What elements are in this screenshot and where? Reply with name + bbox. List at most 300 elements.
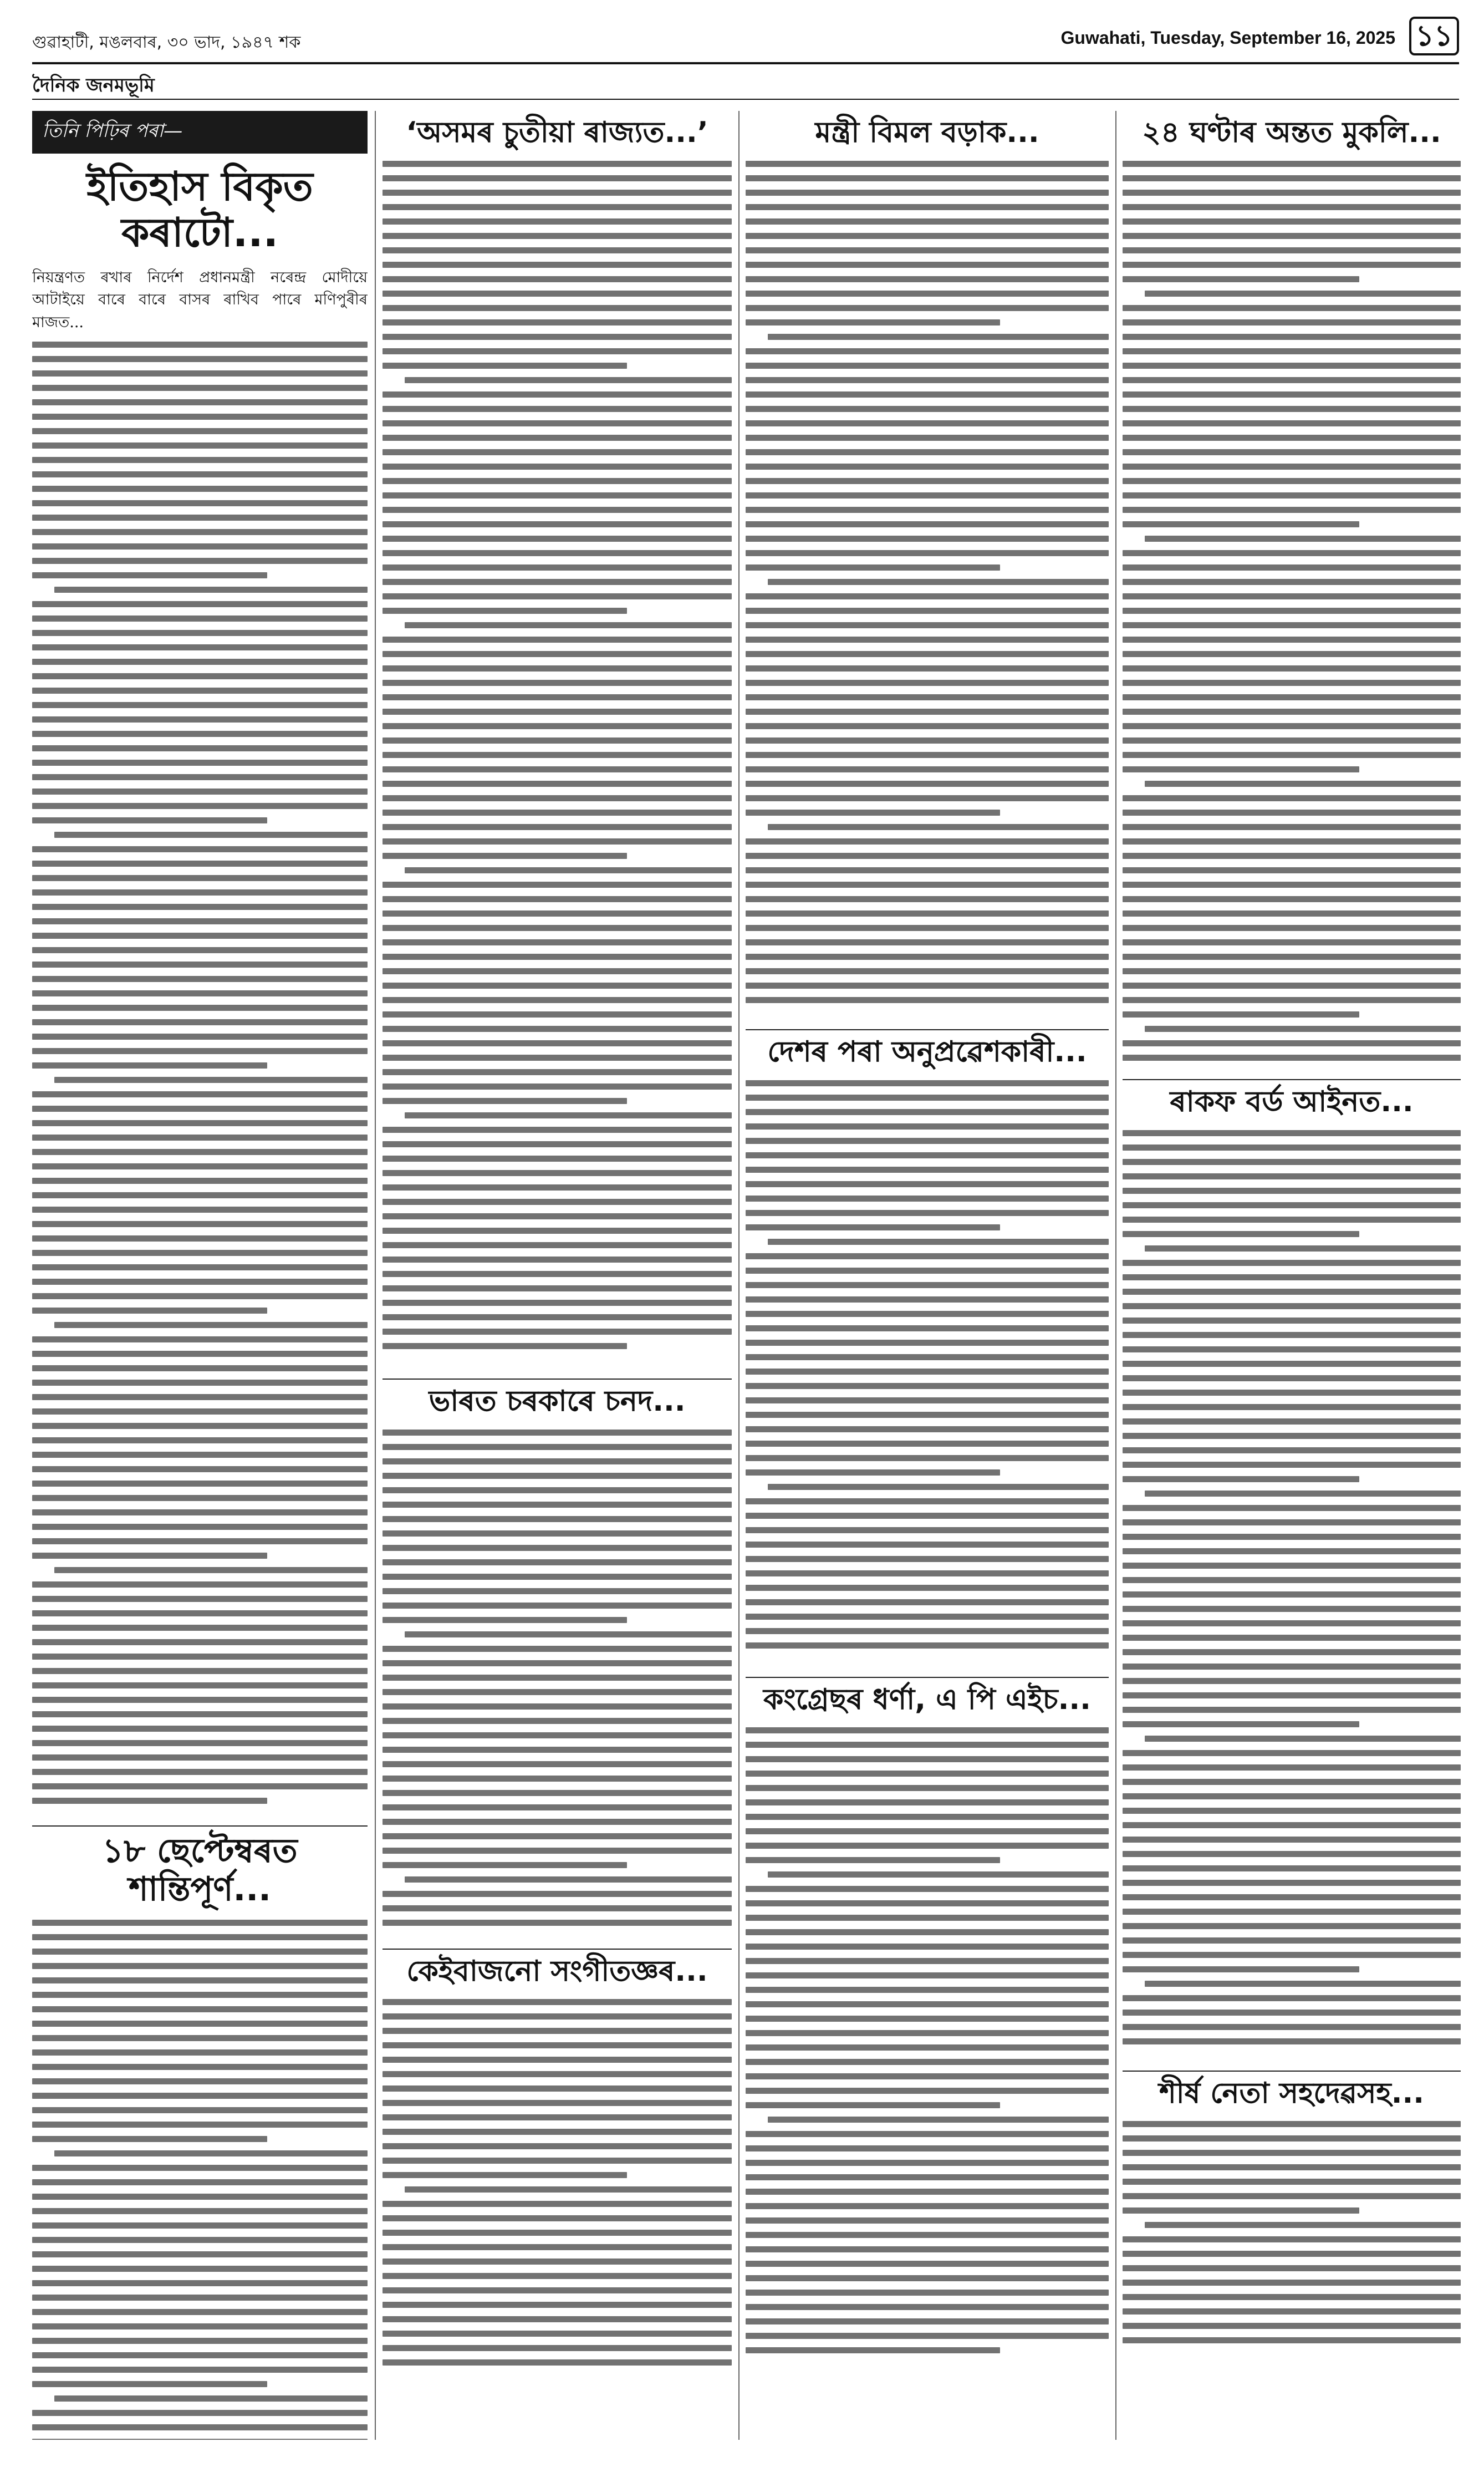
text-line [32,2078,368,2084]
text-line [746,1727,1109,1733]
headline-musicians: কেইবাজনো সংগীতজ্ঞৰ... [406,1954,708,1988]
text-line [1123,161,1461,167]
text-line [1145,781,1461,787]
text-line [383,305,732,311]
text-line [383,464,732,470]
text-line [1145,2222,1461,2228]
text-line [768,2117,1109,2123]
text-line [1123,1664,1461,1670]
text-line [1123,1418,1461,1425]
text-line [746,709,1109,715]
text-line [383,925,732,931]
text-line [746,2304,1109,2310]
text-line [746,1138,1109,1144]
text-line [746,550,1109,556]
text-line [1123,478,1461,484]
text-line [1123,334,1461,340]
text-line [746,478,1109,484]
text-line [32,774,368,780]
text-line [1123,2294,1461,2300]
text-line [383,507,732,513]
text-line [383,1084,732,1090]
text-line [746,2145,1109,2151]
text-line [1123,262,1461,268]
text-line [1123,983,1461,989]
text-line [383,2359,732,2366]
text-line [383,478,732,484]
text-line [383,1732,732,1738]
kicker-label: তিনি পিঢ়িৰ পৰা— [32,111,368,154]
text-line [383,1574,732,1580]
text-line [768,1484,1109,1490]
text-line [746,161,1109,167]
text-line [383,1458,732,1464]
text-line [746,1369,1109,1375]
text-line [1123,651,1461,657]
text-line [383,161,732,167]
text-line [383,665,732,672]
text-line [383,420,732,426]
text-line [746,218,1109,225]
text-line [54,2395,368,2402]
text-line [1123,1202,1461,1208]
text-line [746,2318,1109,2324]
text-line [383,247,732,253]
text-line [32,644,368,650]
text-line [383,1776,732,1782]
text-line [383,2057,732,2063]
text-line [746,1570,1109,1576]
text-line [32,2410,368,2416]
text-line [383,680,732,686]
text-line [1123,1822,1461,1828]
text-line [383,564,732,571]
text-line [1123,752,1461,758]
text-line [32,2122,368,2128]
text-line [1123,1909,1461,1915]
text-line [383,1790,732,1796]
text-line [1123,564,1461,571]
text-line [32,2367,368,2373]
text-line [32,1308,267,1314]
text-line [32,2323,368,2329]
text-line [32,1963,368,1969]
text-line [32,861,368,867]
text-line [32,1524,368,1530]
text-line [32,1726,368,1732]
text-line [746,737,1109,744]
text-line [1123,1563,1461,1569]
text-line [32,889,368,896]
text-line [746,1282,1109,1288]
text-line [383,2100,732,2106]
text-line [746,2347,1000,2353]
text-line [383,2085,732,2092]
text-line [405,867,732,873]
text-line [1123,1577,1461,1583]
text-line [32,1336,368,1342]
text-line [32,572,267,578]
text-line [746,766,1109,772]
text-line [746,262,1109,268]
text-line [32,1106,368,1112]
text-line [746,896,1109,902]
text-line [1123,853,1461,859]
text-line [746,435,1109,441]
text-line [746,1109,1109,1115]
text-line [1123,2164,1461,2170]
text-line [746,1756,1109,1762]
text-line [32,2266,368,2272]
text-line [383,1747,732,1753]
text-line [1123,1865,1461,1871]
text-line [746,1296,1109,1303]
text-line [383,1430,732,1436]
text-line [1145,1245,1461,1252]
text-line [746,1828,1109,1834]
text-line [1123,550,1461,556]
text-line [746,1210,1109,1216]
text-line [1123,1145,1461,1151]
text-line [746,1469,1000,1476]
text-line [383,334,732,340]
text-line [383,2013,732,2020]
text-line [383,1473,732,1479]
text-line [1123,1851,1461,1857]
text-line [746,622,1109,628]
text-line [383,1660,732,1666]
text-line [383,218,732,225]
text-line [383,781,732,787]
text-line [1145,1736,1461,1742]
text-line [32,1048,368,1054]
text-line [746,637,1109,643]
text-line [32,1365,368,1371]
text-line [1123,1346,1461,1352]
text-line [32,2280,368,2286]
text-line [1123,521,1359,527]
text-line [32,702,368,708]
text-line [1123,1966,1359,1972]
text-line [1123,2280,1461,2286]
text-line [1123,737,1461,744]
text-line [32,428,368,434]
text-line [32,760,368,766]
text-line [746,665,1109,672]
text-line [32,1120,368,1126]
text-line [383,2143,732,2149]
text-line [746,1585,1109,1591]
text-line [54,1322,368,1328]
text-line [32,630,368,636]
text-line [383,2129,732,2135]
text-line [383,723,732,729]
text-line [1123,1606,1461,1612]
text-line [1123,1808,1461,1814]
text-line [746,1614,1109,1620]
text-line [1123,1721,1359,1727]
story-body-1 [32,342,368,1817]
text-line [383,954,732,960]
text-line [746,1771,1109,1777]
text-line [746,1224,1000,1230]
text-line [1123,1476,1359,1482]
text-line [1123,2024,1461,2030]
text-line [746,175,1109,181]
text-line [32,1452,368,1458]
text-line [1123,1678,1461,1684]
text-line [32,2006,368,2012]
text-line [746,983,1109,989]
text-line [54,832,368,838]
text-line [746,1972,1109,1978]
text-line [1123,2193,1461,2199]
text-line [746,1857,1000,1863]
text-line [383,1026,732,1032]
text-line [32,933,368,939]
text-line [32,1062,267,1069]
text-line [32,1610,368,1616]
text-line [383,190,732,196]
text-line [746,694,1109,700]
text-line [32,2338,368,2344]
text-line [32,2049,368,2056]
text-line [32,2439,368,2440]
text-line [746,190,1109,196]
text-line [1123,694,1461,700]
text-line [383,1329,732,1335]
text-line [383,824,732,830]
text-line [1123,838,1461,845]
text-line [32,1351,368,1357]
text-line [746,1599,1109,1605]
text-line [1123,204,1461,210]
text-line [746,968,1109,974]
text-line [746,939,1109,945]
text-line [746,1311,1109,1317]
text-line [32,1466,368,1472]
text-line [383,766,732,772]
text-line [383,1156,732,1162]
text-line [746,1340,1109,1346]
header-rule-bottom [32,99,1459,100]
text-line [383,1055,732,1061]
text-line [32,803,368,809]
text-line [383,2331,732,2337]
text-line [383,838,732,845]
text-line [746,449,1109,455]
text-line [32,673,368,679]
page-number: ১১ [1409,17,1459,55]
text-line [32,2424,368,2430]
text-line [1123,305,1461,311]
text-line [1123,1055,1461,1061]
text-line [383,262,732,268]
text-line [1123,1620,1461,1626]
text-line [383,983,732,989]
text-line [1123,406,1461,412]
text-line [746,1426,1109,1432]
text-line [1123,1923,1461,1929]
text-line [746,723,1109,729]
text-line [32,399,368,405]
text-line [746,1900,1109,1906]
text-line [383,2259,732,2265]
headline-minister-bimal-borah: মন্ত্ৰী বিমল বড়াক... [815,116,1039,149]
text-line [383,2201,732,2207]
text-line [746,2102,1000,2108]
text-line [32,1668,368,1674]
text-line [32,1934,368,1940]
text-line [383,896,732,902]
text-line [32,1798,267,1804]
text-line [383,709,732,715]
text-line [383,2028,732,2034]
headline-chutiya-kingdom: ‘অসমৰ চুতীয়া ৰাজ্যত...’ [406,116,708,149]
text-line [746,2174,1109,2180]
text-line [1123,1217,1461,1223]
story-body-2 [32,1920,368,2440]
text-line [383,1646,732,1652]
text-line [1123,2308,1461,2315]
text-line [746,464,1109,470]
text-line [32,1596,368,1602]
text-line [1123,1707,1461,1713]
text-line [383,2273,732,2279]
text-line [54,2150,368,2156]
text-line [32,1178,368,1184]
text-line [746,2030,1109,2036]
text-line [1123,637,1461,643]
text-line [383,1271,732,1277]
text-line [746,1929,1109,1935]
text-line [1123,1159,1461,1165]
text-line [1123,247,1461,253]
text-line [1123,1332,1461,1338]
text-line [1123,1649,1461,1655]
text-line [1123,218,1461,225]
text-line [1123,190,1461,196]
text-line [383,1819,732,1825]
story-body-6 [746,161,1109,1020]
text-line [32,1135,368,1141]
text-line [746,1325,1109,1331]
text-line [32,2295,368,2301]
text-line [32,1977,368,1983]
text-line [383,1141,732,1147]
text-line [32,731,368,737]
text-line [32,2035,368,2041]
text-line [1123,2236,1461,2242]
dateline-local: গুৱাহাটী, মঙলবাৰ, ৩০ ভাদ, ১৯৪৭ শক [32,33,301,52]
text-line [746,1785,1109,1791]
text-line [1123,2150,1461,2156]
text-line [383,1285,732,1291]
text-line [32,616,368,622]
text-line [1123,608,1461,614]
headline-top-leader-sahadev: শীৰ্ষ নেতা সহদেৱসহ... [1159,2076,1424,2110]
text-line [383,435,732,441]
text-line [32,1992,368,1998]
text-line [1123,810,1461,816]
text-line [383,1257,732,1263]
text-line [383,2071,732,2077]
text-line [746,882,1109,888]
text-line [32,1711,368,1717]
text-line [383,2345,732,2351]
text-line [746,1123,1109,1130]
text-line [383,2215,732,2221]
text-line [746,2290,1109,2296]
column-divider [738,111,740,2440]
text-line [383,492,732,499]
text-line [32,1481,368,1487]
text-line [1123,1591,1461,1598]
text-line [746,1253,1109,1259]
text-line [383,1891,732,1897]
text-line [32,385,368,391]
text-line [746,1268,1109,1274]
headline-waqf-board-act: ৰাকফ বৰ্ড আইনত... [1170,1085,1414,1118]
text-line [32,716,368,723]
text-line [746,853,1109,859]
text-line [746,1412,1109,1418]
text-line [1123,1260,1461,1266]
text-line [383,593,732,599]
text-line [383,2158,732,2164]
text-line [1123,2251,1461,2257]
text-line [746,1642,1109,1649]
story-body-9 [1123,161,1461,1070]
text-line [746,2059,1109,2065]
text-line [746,1354,1109,1360]
text-line [405,2186,732,2193]
text-line [383,795,732,801]
text-line [32,543,368,550]
text-line [405,622,732,628]
text-line [383,1603,732,1609]
text-line [383,1228,732,1234]
text-line [746,2217,1109,2224]
text-line [746,608,1109,614]
text-line [383,637,732,643]
text-line [1123,1519,1461,1525]
text-line [383,2230,732,2236]
text-line [1123,1952,1461,1958]
text-line [383,1530,732,1537]
text-line [405,1112,732,1118]
text-line [746,2246,1109,2252]
text-line [383,2244,732,2250]
text-line [746,1498,1109,1504]
text-line [32,2194,368,2200]
text-line [32,2251,368,2257]
text-line [383,1011,732,1018]
text-line [383,319,732,325]
text-line [746,1799,1109,1805]
text-line [1123,579,1461,585]
text-line [746,363,1109,369]
text-line [383,968,732,974]
text-line [383,536,732,542]
text-line [383,810,732,816]
column-2 [383,111,732,2440]
text-line [1123,435,1461,441]
text-line [1123,1793,1461,1799]
text-line [746,2044,1109,2051]
text-line [383,1069,732,1075]
text-line [383,2114,732,2120]
